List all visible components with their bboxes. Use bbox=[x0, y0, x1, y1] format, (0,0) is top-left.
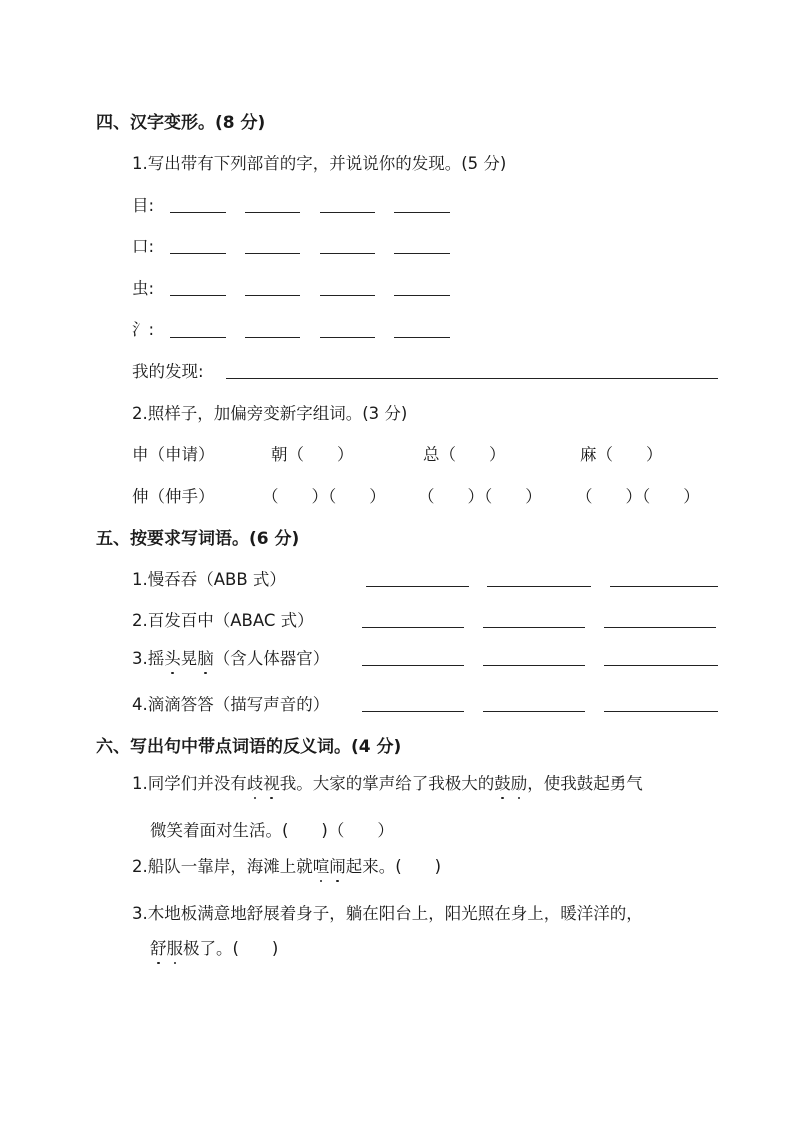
q1-prompt: 1.写出带有下列部首的字，并说说你的发现。(5 分) bbox=[132, 154, 507, 173]
answer-blank[interactable] bbox=[483, 711, 585, 712]
section-5-title: 五、按要求写词语。(6 分) bbox=[96, 529, 300, 549]
emphasis-dot: 歧 bbox=[247, 770, 264, 794]
word-item: 4.滴滴答答（描写声音的） bbox=[132, 695, 330, 714]
dotted-word bbox=[313, 857, 346, 876]
emphasis-dot: 舒 bbox=[150, 935, 167, 959]
emphasis-dot: 喧 bbox=[313, 853, 330, 877]
emphasis-dot: 视 bbox=[263, 770, 280, 794]
emphasis-dot: 服 bbox=[167, 935, 184, 959]
word-blank[interactable]: （ ）（ ） bbox=[262, 487, 386, 506]
answer-blank[interactable] bbox=[610, 586, 718, 587]
section-4-title: 四、汉字变形。(8 分) bbox=[96, 113, 266, 133]
radical-label: 氵: bbox=[132, 320, 155, 339]
word-item: 2.百发百中（ABAC 式） bbox=[132, 611, 314, 630]
dotted-word bbox=[247, 774, 280, 793]
sentence-text: ，使我鼓起勇气 bbox=[527, 774, 643, 793]
answer-blank[interactable] bbox=[170, 253, 226, 254]
finding-label: 我的发现: bbox=[132, 362, 204, 381]
answer-blank[interactable] bbox=[320, 337, 375, 338]
sentence-3: 3.木地板满意地舒展着身子，躺在阳台上，阳光照在身上，暖洋洋的， bbox=[132, 904, 643, 923]
answer-blank[interactable] bbox=[604, 711, 718, 712]
sentence-text: 1.同学们并没有 bbox=[132, 774, 247, 793]
answer-blank[interactable] bbox=[170, 337, 226, 338]
example-word: 伸（伸手） bbox=[132, 487, 215, 506]
answer-blank[interactable] bbox=[394, 295, 450, 296]
answer-blank[interactable] bbox=[320, 212, 375, 213]
sentence-text: 2.船队一靠岸，海滩上就 bbox=[132, 857, 313, 876]
word-blank[interactable]: （ ）（ ） bbox=[418, 487, 542, 506]
example-word: 申（申请） bbox=[132, 445, 215, 464]
q2-prompt: 2.照样子，加偏旁变新字组词。(3 分) bbox=[132, 404, 408, 423]
answer-blank[interactable] bbox=[394, 212, 450, 213]
emphasis-dot: 鼓 bbox=[494, 770, 511, 794]
answer-blank[interactable] bbox=[245, 337, 300, 338]
answer-blank[interactable] bbox=[483, 665, 585, 666]
answer-blank[interactable] bbox=[170, 295, 226, 296]
word-blank[interactable]: （ ）（ ） bbox=[576, 487, 700, 506]
word-item: 1.慢吞吞（ABB 式） bbox=[132, 570, 286, 589]
answer-blank[interactable] bbox=[604, 627, 716, 628]
sentence-text[interactable]: 起来。( ) bbox=[345, 857, 442, 876]
word-blank[interactable]: 朝（ ） bbox=[271, 445, 354, 464]
emphasis-dot: 励 bbox=[511, 770, 528, 794]
answer-blank[interactable] bbox=[394, 253, 450, 254]
sentence-2 bbox=[132, 853, 441, 877]
answer-blank[interactable] bbox=[245, 295, 300, 296]
word-item: 3.摇头晃脑（含人体器官） bbox=[132, 645, 329, 669]
word-blank[interactable]: 麻（ ） bbox=[580, 445, 663, 464]
answer-blank[interactable] bbox=[320, 253, 375, 254]
answer-blank[interactable] bbox=[366, 586, 469, 587]
answer-blank[interactable] bbox=[245, 253, 300, 254]
sentence-1 bbox=[132, 770, 643, 794]
emphasis-dot: 闹 bbox=[329, 853, 346, 877]
answer-blank[interactable] bbox=[483, 627, 585, 628]
answer-blank[interactable] bbox=[320, 295, 375, 296]
word-blank[interactable]: 总（ ） bbox=[423, 445, 506, 464]
sentence-1-answer[interactable]: 微笑着面对生活。( )（ ） bbox=[150, 821, 394, 840]
answer-blank[interactable] bbox=[487, 586, 591, 587]
sentence-3-cont bbox=[150, 935, 278, 959]
sentence-text: 我。大家的掌声给了我极大的 bbox=[279, 774, 495, 793]
dotted-word bbox=[150, 939, 183, 958]
answer-blank[interactable] bbox=[362, 627, 464, 628]
radical-label: 虫: bbox=[132, 279, 155, 298]
section-6-title: 六、写出句中带点词语的反义词。(4 分) bbox=[96, 737, 402, 757]
answer-blank[interactable] bbox=[170, 212, 226, 213]
answer-blank[interactable] bbox=[362, 665, 464, 666]
radical-label: 目: bbox=[132, 196, 155, 215]
answer-blank[interactable] bbox=[362, 711, 464, 712]
dotted-word bbox=[494, 774, 527, 793]
sentence-text[interactable]: 极了。( ) bbox=[183, 939, 279, 958]
answer-blank[interactable] bbox=[245, 212, 300, 213]
finding-answer-line[interactable] bbox=[226, 378, 718, 379]
emphasis-dot: 脑 bbox=[197, 645, 214, 669]
emphasis-dot: 头 bbox=[164, 645, 181, 669]
answer-blank[interactable] bbox=[604, 665, 718, 666]
answer-blank[interactable] bbox=[394, 337, 450, 338]
radical-label: 口: bbox=[132, 237, 155, 256]
